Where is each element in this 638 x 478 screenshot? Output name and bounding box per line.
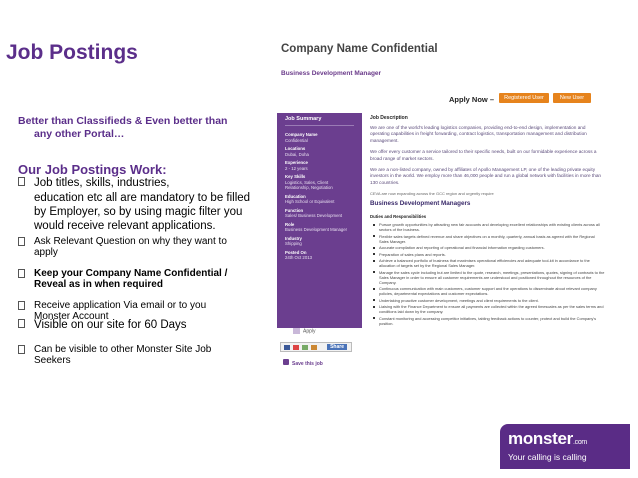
bullet-text: Visible on our site for 60 Days <box>34 319 187 331</box>
bullet-text: Job titles, skills, industries, <box>34 177 170 189</box>
bullet-text: Ask Relevant Question on why they want to apply <box>34 236 227 258</box>
bullet-item <box>18 176 240 190</box>
summary-item <box>285 236 354 247</box>
summary-item <box>285 208 354 219</box>
bullet-box-icon <box>18 319 25 328</box>
summary-value: 24th Oct 2013 <box>285 255 312 260</box>
bullet-item <box>18 344 240 366</box>
monster-banner <box>500 424 630 469</box>
description-note: CEVA are now expanding across the GCC region and urgently require <box>370 191 494 197</box>
bullet-box-icon <box>18 269 25 278</box>
summary-item <box>285 174 354 191</box>
apply-link-label: Apply <box>303 328 316 335</box>
responsibility-item: Constant monitoring and accessing competitor initiatives, tabling feedback actions to counter, protect and build the Company's position. <box>370 316 605 326</box>
description-heading: Job Description <box>370 115 408 121</box>
new-user-button[interactable]: New User <box>553 93 591 103</box>
description-paragraph: We are a non-listed company, owned by affiliates of Apollo Management LP, one of the leading private equity investors in the world. We employ more than 46,000 people and run a global network with facilities in more than 130 countries. <box>370 167 602 185</box>
bullet-box-icon <box>18 345 25 354</box>
slide-title: Job Postings <box>6 41 138 64</box>
bullet-box-icon <box>18 301 25 310</box>
summary-label: Posted On <box>285 249 307 255</box>
save-icon <box>283 359 289 365</box>
summary-item <box>285 194 354 205</box>
summary-label: Experience <box>285 160 308 165</box>
summary-value: Business Development Manager <box>285 227 348 232</box>
summary-value: 2 - 12 years <box>285 165 308 171</box>
slide-subtitle <box>18 115 243 141</box>
bookmark-icon[interactable] <box>302 345 308 350</box>
monster-logo-text: monster <box>508 429 573 448</box>
section-heading: Our Job Postings Work: <box>18 162 167 177</box>
subtitle-line-1: Better than Classifieds & Even better than <box>18 115 228 127</box>
summary-label: Industry <box>285 235 302 241</box>
summary-label: Company Name <box>285 132 318 137</box>
monster-logo-suffix: .com <box>572 439 587 446</box>
subtitle-line-2: any other Portal… <box>34 128 125 140</box>
responsibility-item: Flexible sales targets defined revenue and share objectives on a monthly, quarterly, annual basis as agreed with the Regional Sales Manager. <box>370 234 605 244</box>
responsibility-item: Continuous communication with main customers, customer support and the operations to disseminate about relevant company policies, departmental expectations and customer expectations. <box>370 286 605 296</box>
summary-value: High School or Equivalent <box>285 199 335 204</box>
summary-item <box>285 132 354 143</box>
save-job-link[interactable] <box>283 359 323 367</box>
plus-icon[interactable] <box>311 345 317 350</box>
share-bar[interactable] <box>280 342 352 352</box>
email-icon[interactable] <box>293 345 299 350</box>
apply-link[interactable] <box>293 328 316 334</box>
job-summary-box <box>277 113 362 328</box>
registered-user-button[interactable]: Registered User <box>499 93 549 103</box>
monster-logo <box>508 429 587 449</box>
responsibility-item: Pursue growth opportunities by attracting new fair accounts and developing excellent relationships with existing clients across all sectors of the business. <box>370 222 605 232</box>
summary-item <box>285 160 354 171</box>
bullet-paragraph: education etc all are mandatory to be filled by Employer, so by using magic filter you would receive relevant applications. <box>34 192 251 232</box>
summary-value: Sales/ Business Development <box>285 213 343 218</box>
share-button[interactable]: Share <box>327 344 347 350</box>
summary-item <box>285 222 354 233</box>
bullet-text: Receive application Via email or to you Monster Account <box>34 300 207 322</box>
responsibility-item: Manage the sales cycle including but are limited to the quote, research, meetings, presentations, quotes, signing of contracts to the Sales Manager in order to ensure all customer requirements are understood and positioned throughout the resources of the Company. <box>370 270 605 285</box>
bullet-box-icon <box>18 177 25 186</box>
apply-icon <box>293 328 300 334</box>
apply-now-label: Apply Now – <box>449 95 495 104</box>
responsibility-item: Undertaking proactive customer development, meetings and client requirements to the client. <box>370 298 605 303</box>
summary-item <box>285 146 354 157</box>
bullet-item <box>18 318 240 332</box>
summary-value: Shipping <box>285 241 302 246</box>
monster-tagline: Your calling is calling <box>508 452 587 462</box>
bullet-text: Can be visible to other Monster Site Job Seekers <box>34 344 212 366</box>
summary-label: Education <box>285 193 306 199</box>
description-paragraph: We are one of the world's leading logistics companies, providing end-to-end design, implementation and operating capabilities in freight forwarding, contract logistics, transportation management and distribution management. <box>370 125 587 143</box>
responsibility-item: Accurate compilation and reporting of operational and financial information regarding customers. <box>370 245 605 250</box>
summary-item <box>285 250 354 261</box>
responsibilities-heading: Duties and Responsibilities <box>370 214 427 220</box>
position-title: Business Development Manager <box>281 70 382 77</box>
bullet-box-icon <box>18 237 25 246</box>
summary-label: Function <box>285 207 304 213</box>
summary-label: Locations <box>285 146 306 151</box>
summary-label: Key Skills <box>285 174 306 179</box>
bullet-text: Keep your Company Name Confidential / Reveal as in when required <box>34 268 228 290</box>
summary-label: Role <box>285 221 295 227</box>
summary-value: Dubai, Doha <box>285 151 309 157</box>
summary-value: Confidential <box>285 137 308 143</box>
role-heading: Business Development Managers <box>370 200 471 208</box>
responsibility-item: Liaising with the Finance Department to ensure all payments are collected within the agreed timescales as per the sales terms and conditions laid down by the company. <box>370 304 605 314</box>
company-name: Company Name Confidential <box>281 43 438 55</box>
job-posting-panel <box>273 35 613 425</box>
job-summary-heading: Job Summary <box>285 116 354 126</box>
bullet-item <box>18 268 240 290</box>
bullet-item <box>18 236 240 258</box>
summary-value: Logistics, Sales, Client Relationship, Negotiation <box>285 179 333 190</box>
responsibility-item: Preparation of sales plans and reports. <box>370 252 605 257</box>
responsibility-item: Achieve a balanced portfolio of business that maximises operational efficiencies and adequate tool-kit in accordance to the allocation of targets set by the Regional Sales Manager. <box>370 258 605 268</box>
save-job-label: Save this job <box>292 361 323 367</box>
job-description <box>370 115 605 327</box>
description-paragraph: We offer every customer a service tailored to their specific needs, built on our formidable experience across a broad range of market sectors. <box>370 149 597 161</box>
facebook-icon[interactable] <box>284 345 290 350</box>
